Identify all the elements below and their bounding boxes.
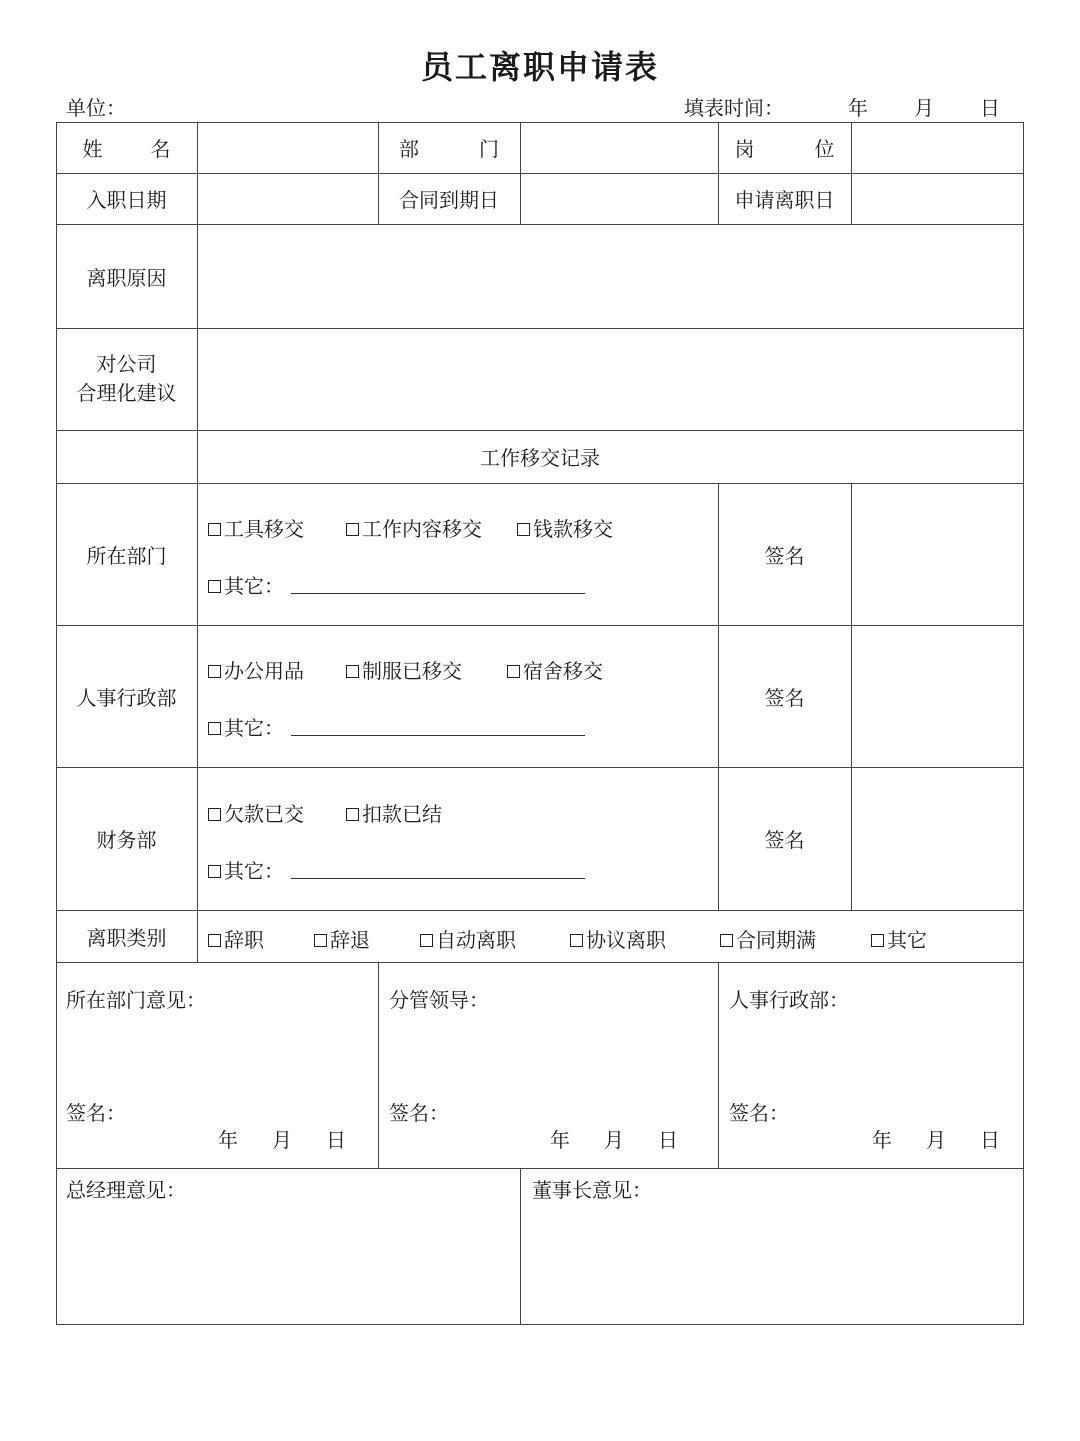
leader-opinion-sign: 签名：: [389, 1101, 449, 1125]
grid-line: [718, 962, 719, 1168]
grid-line: [56, 962, 1024, 963]
checkbox-money[interactable]: 钱款移交: [517, 513, 613, 542]
leave-type-label: 离职类别: [86, 925, 167, 950]
fill-time: [684, 92, 1014, 122]
leader-opinion-date: 年 月 日: [550, 1128, 678, 1152]
grid-line: [56, 1168, 1024, 1169]
handover-title: 工作移交记录: [480, 446, 600, 470]
checkbox-icon: [208, 665, 221, 678]
handover-sign-field[interactable]: [851, 483, 1023, 625]
name-label: 姓 名: [82, 137, 171, 161]
post-label: 岗 位: [734, 137, 835, 161]
fill-year: 年: [848, 96, 868, 120]
reason-label: 离职原因: [86, 265, 167, 290]
hr-opinion-label: 人事行政部：: [729, 988, 849, 1012]
checkbox-other-type[interactable]: 其它: [871, 924, 927, 953]
leader-opinion-label: 分管领导：: [389, 988, 489, 1012]
entry-date-field[interactable]: [197, 173, 378, 224]
handover-sign-label: 签名: [764, 828, 805, 852]
checkbox-icon: [208, 808, 221, 821]
dept-opinion-date: 年 月 日: [218, 1128, 346, 1152]
grid-line: [1023, 122, 1024, 1325]
hr-opinion-date: 年 月 日: [872, 1128, 1000, 1152]
checkbox-dismissed[interactable]: 辞退: [314, 924, 370, 953]
fill-time-label: 填表时间：: [684, 96, 784, 120]
checkbox-icon: [346, 523, 359, 536]
reason-field[interactable]: [197, 224, 1023, 328]
contract-end-field[interactable]: [520, 173, 718, 224]
gm-opinion-label: 总经理意见：: [66, 1178, 186, 1202]
checkbox-icon: [346, 665, 359, 678]
checkbox-icon: [314, 934, 327, 947]
dept-opinion-label: 所在部门意见：: [66, 988, 206, 1012]
suggestion-label: 对公司 合理化建议: [76, 352, 177, 405]
suggestion-field[interactable]: [197, 328, 1023, 430]
grid-line: [56, 910, 1024, 911]
hr-opinion-sign: 签名：: [729, 1101, 789, 1125]
chairman-opinion-label: 董事长意见：: [532, 1178, 652, 1202]
fill-day: 日: [980, 96, 1000, 120]
other-underline[interactable]: [291, 735, 585, 736]
checkbox-icon: [720, 934, 733, 947]
checkbox-other[interactable]: 其它：: [208, 855, 284, 884]
checkbox-tools[interactable]: 工具移交: [208, 513, 304, 542]
checkbox-icon: [570, 934, 583, 947]
checkbox-icon: [208, 934, 221, 947]
checkbox-icon: [208, 523, 221, 536]
checkbox-deduction-settled[interactable]: 扣款已结: [346, 798, 442, 827]
grid-line: [378, 962, 379, 1168]
handover-sign-field[interactable]: [851, 625, 1023, 767]
dept-opinion-sign: 签名：: [66, 1101, 126, 1125]
checkbox-icon: [208, 722, 221, 735]
checkbox-other[interactable]: 其它：: [208, 570, 284, 599]
checkbox-icon: [346, 808, 359, 821]
checkbox-icon: [208, 580, 221, 593]
grid-line: [56, 1324, 1024, 1325]
checkbox-office-supplies[interactable]: 办公用品: [208, 655, 304, 684]
checkbox-other[interactable]: 其它：: [208, 712, 284, 741]
handover-sign-label: 签名: [764, 685, 805, 710]
contract-end-label: 合同到期日: [399, 188, 499, 212]
other-underline[interactable]: [291, 878, 585, 879]
checkbox-icon: [507, 665, 520, 678]
unit-label: 单位：: [66, 96, 126, 120]
apply-leave-date-field[interactable]: [851, 173, 1023, 224]
checkbox-icon: [871, 934, 884, 947]
form-grid: [56, 122, 1024, 1325]
checkbox-dorm[interactable]: 宿舍移交: [507, 655, 603, 684]
handover-sign-label: 签名: [764, 543, 805, 568]
post-field[interactable]: [851, 122, 1023, 173]
checkbox-work-content[interactable]: 工作内容移交: [346, 513, 482, 542]
handover-dept-label: 所在部门: [86, 543, 167, 568]
checkbox-auto-leave[interactable]: 自动离职: [420, 924, 516, 953]
handover-finance-label: 财务部: [96, 828, 157, 852]
other-underline[interactable]: [291, 593, 585, 594]
checkbox-icon: [517, 523, 530, 536]
dept-label: 部 门: [399, 137, 499, 161]
checkbox-icon: [208, 865, 221, 878]
name-field[interactable]: [197, 122, 378, 173]
entry-date-label: 入职日期: [86, 188, 167, 212]
handover-hr-label: 人事行政部: [76, 685, 177, 710]
checkbox-icon: [420, 934, 433, 947]
dept-field[interactable]: [520, 122, 718, 173]
checkbox-contract-expired[interactable]: 合同期满: [720, 924, 816, 953]
checkbox-debt-paid[interactable]: 欠款已交: [208, 798, 304, 827]
grid-line: [520, 1168, 521, 1324]
checkbox-uniform[interactable]: 制服已移交: [346, 655, 462, 684]
checkbox-agreement-leave[interactable]: 协议离职: [570, 924, 666, 953]
handover-sign-field[interactable]: [851, 767, 1023, 910]
form-title: 员工离职申请表: [420, 48, 659, 86]
apply-leave-date-label: 申请离职日: [734, 188, 835, 212]
checkbox-resign[interactable]: 辞职: [208, 924, 264, 953]
fill-month: 月: [914, 96, 934, 120]
